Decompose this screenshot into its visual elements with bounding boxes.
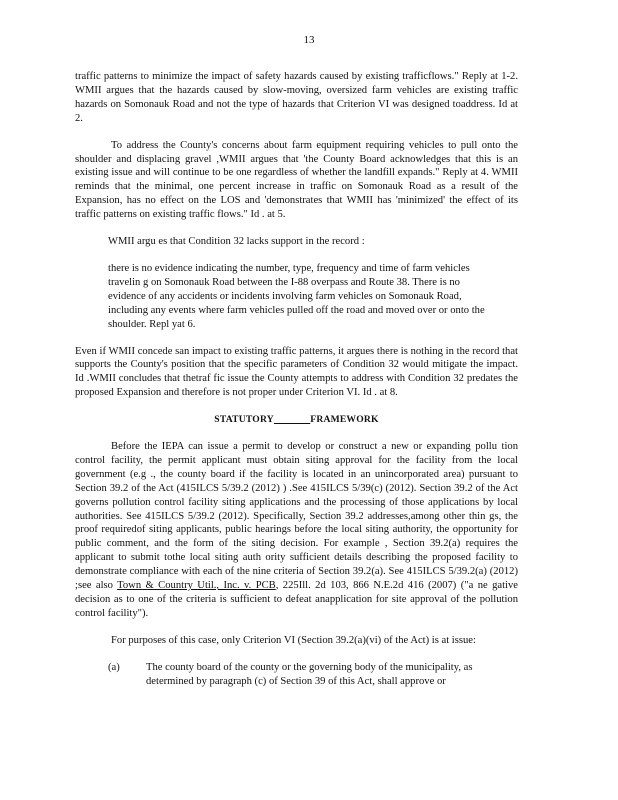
block-quote-no-evidence: there is no evidence indicating the number, type, frequency and time of farm vehicles travelin g on Somonauk Road between the I-88 overpass and Route 38. There is no evidence of any accidents or incidents involving farm vehicles on Somonauk Road, including any events where farm vehicles pulled off the road and moved over or onto the shoulder. Repl yat 6. — [108, 262, 485, 330]
paragraph-county-concerns: To address the County's concerns about farm equipment requiring vehicles to pull onto the shoulder and displacing gravel ,WMII argues that 'the County Board acknowledges that this is an existing issue and will continue to be one regardless of whether the landfill expands." Reply at 4. WMII reminds that the minimal, one percent increase in traffic on Somonauk Road as a result of the Expansion, has no effect on the LOS and 'demonstrates that WMII has 'minimized' the effect of its traffic patterns on existing traffic flows." Id . at 5. — [75, 139, 518, 221]
paragraph-purposes: For purposes of this case, only Criterion VI (Section 39.2(a)(vi) of the Act) is at issue: — [111, 634, 476, 646]
page-number: 13 — [303, 34, 315, 46]
case-citation-town-country: Town & Country Util., Inc. v. PCB — [117, 580, 276, 592]
paragraph-condition-32-intro: WMII argu es that Condition 32 lacks support in the record : — [108, 236, 365, 248]
paragraph-reply-traffic: traffic patterns to minimize the impact of safety hazards caused by existing trafficflows." Reply at 1-2. WMII argues that the hazards caused by slow-moving, oversized farm vehicles are existing traffic hazards on Somonauk Road and not the type of hazards that Criterion VI was designed toaddress. Id at 2. — [75, 71, 518, 124]
section-heading — [75, 413, 518, 427]
page-content — [75, 70, 518, 689]
list-marker: (a) — [108, 661, 120, 673]
paragraph-even-if: Even if WMII concede san impact to existing traffic patterns, it argues there is nothing in the record that supports the County's position that the specific parameters of Condition 32 would mitigate the impact. Id .WMII concludes that thetraf fic issue the County attempts to address with Condition 32 predates the proposed Expansion and therefore is not proper under Criterion VI. Id . at 8. — [75, 345, 518, 399]
framework-text-b: , 225Ill. 2d 103, 866 N.E.2d 416 (2007) ("a ne gative decision as to one of the criteria is sufficient to defeat anapplication for site approval of the pollution control facility"). — [75, 580, 518, 619]
heading-part-framework: FRAMEWORK — [310, 414, 379, 426]
paragraph-statutory-framework — [75, 440, 518, 621]
framework-text-a: Before the IEPA can issue a permit to develop or construct a new or expanding pollu tion control facility, the permit applicant must obtain siting approval for the facility from the local government (e.g ., the county board if the facility is located in an unincorporated area) pursuant to Section 39.2 of the Act (415ILCS 5/39.2 (2012) ) .See 415ILCS 5/39(c) (2012). Section 39.2 of the Act governs pollution control facility siting applications and the processing of those applications by local authorities. See 415ILCS 5/39.2 (2012). Specifically, Section 39.2 addresses,among other thin gs, the proof requiredof siting applicants, public hearings before the local siting authority, the opportunity for public comment, and the form of the siting decision. For example , Section 39.2(a) requires the applicant to submit tothe local siting auth ority sufficient details describing the proposed facility to demonstrate compliance with each of the nine criteria of Section 39.2(a). See 415ILCS 5/39.2(a) (2012) ;see also — [75, 441, 518, 592]
statute-list-item — [108, 661, 518, 689]
heading-part-statutory: STATUTORY — [214, 414, 274, 426]
list-item-text: The county board of the county or the governing body of the municipality, as determined by paragraph (c) of Section 39 of this Act, shall approve or — [146, 661, 473, 687]
